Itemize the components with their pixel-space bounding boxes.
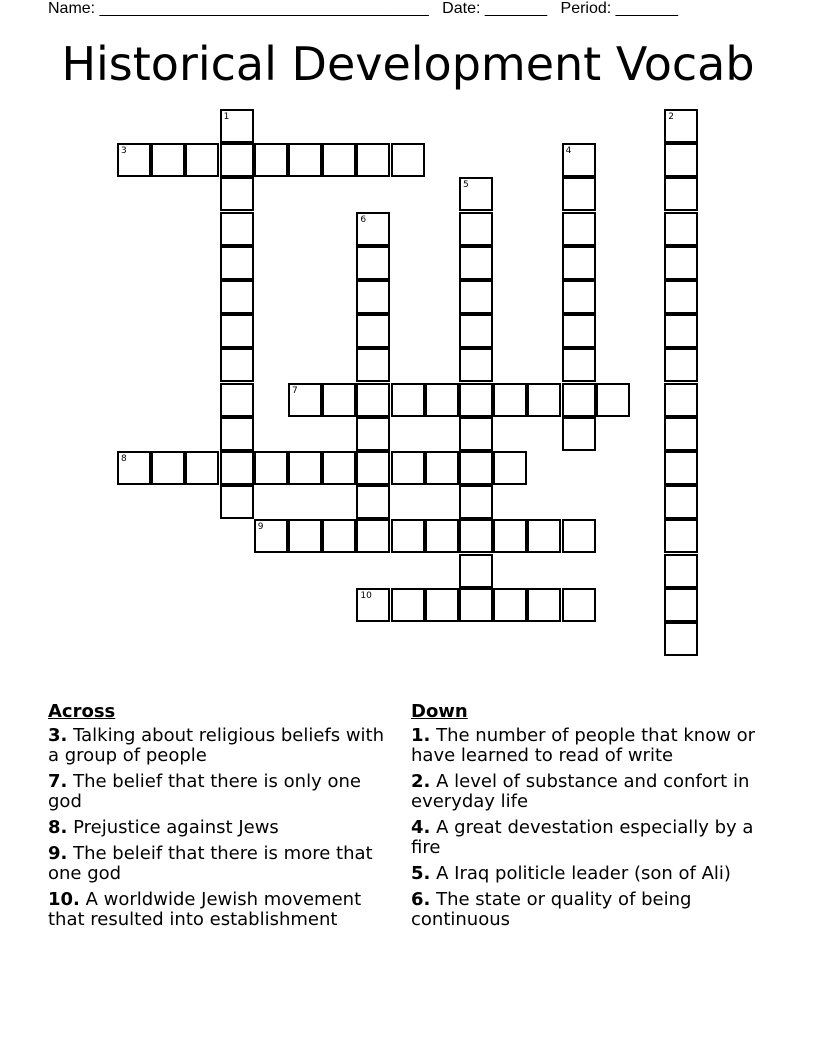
crossword-cell[interactable]	[664, 554, 698, 588]
crossword-cell[interactable]	[425, 451, 459, 485]
crossword-cell[interactable]	[664, 622, 698, 656]
crossword-cell[interactable]	[562, 588, 596, 622]
crossword-cell[interactable]	[220, 143, 254, 177]
clue-text: The beleif that there is more that one god	[48, 843, 373, 884]
crossword-cell[interactable]	[254, 143, 288, 177]
crossword-cell[interactable]	[356, 417, 390, 451]
crossword-cell[interactable]	[391, 451, 425, 485]
name-label: Name:	[48, 0, 96, 17]
crossword-cell[interactable]	[493, 451, 527, 485]
crossword-cell[interactable]	[459, 177, 493, 211]
crossword-cell[interactable]	[425, 383, 459, 417]
crossword-cell[interactable]	[322, 519, 356, 553]
page-title: Historical Development Vocab	[61, 37, 755, 91]
crossword-cell[interactable]	[459, 348, 493, 382]
clue-across-8	[48, 818, 388, 838]
crossword-cell[interactable]	[562, 177, 596, 211]
clue-down-2	[411, 772, 761, 812]
clue-number: 2.	[411, 771, 431, 792]
crossword-cell[interactable]	[664, 383, 698, 417]
crossword-cell[interactable]	[117, 451, 151, 485]
crossword-cell[interactable]	[391, 383, 425, 417]
clue-number: 5.	[411, 863, 431, 884]
crossword-cell[interactable]	[459, 554, 493, 588]
crossword-cell[interactable]	[151, 451, 185, 485]
crossword-cell[interactable]	[220, 485, 254, 519]
crossword-cell[interactable]	[459, 246, 493, 280]
crossword-cell[interactable]	[527, 383, 561, 417]
crossword-cell[interactable]	[562, 383, 596, 417]
crossword-cell[interactable]	[527, 588, 561, 622]
clue-number: 9.	[48, 843, 68, 864]
crossword-cell[interactable]	[322, 143, 356, 177]
clue-number: 6.	[411, 889, 431, 910]
crossword-cell[interactable]	[664, 212, 698, 246]
crossword-cell[interactable]	[356, 348, 390, 382]
crossword-cell[interactable]	[459, 588, 493, 622]
crossword-cell[interactable]	[185, 451, 219, 485]
crossword-cell[interactable]	[562, 143, 596, 177]
crossword-cell[interactable]	[562, 519, 596, 553]
crossword-cell[interactable]	[664, 246, 698, 280]
clue-number: 4.	[411, 817, 431, 838]
across-clues	[48, 702, 388, 936]
crossword-cell[interactable]	[493, 519, 527, 553]
clue-text: A Iraq politicle leader (son of Ali)	[436, 863, 731, 884]
crossword-cell[interactable]	[664, 451, 698, 485]
clue-across-7	[48, 772, 388, 812]
crossword-cell[interactable]	[254, 519, 288, 553]
crossword-cell[interactable]	[220, 177, 254, 211]
crossword-cell[interactable]	[288, 451, 322, 485]
crossword-cell[interactable]	[220, 314, 254, 348]
crossword-cell[interactable]	[459, 519, 493, 553]
crossword-cell[interactable]	[664, 280, 698, 314]
crossword-cell[interactable]	[459, 212, 493, 246]
crossword-cell[interactable]	[220, 212, 254, 246]
clue-text: A worldwide Jewish movement that resulted into establishment	[48, 889, 362, 930]
crossword-cell[interactable]	[322, 451, 356, 485]
crossword-cell[interactable]	[664, 177, 698, 211]
crossword-cell[interactable]	[664, 143, 698, 177]
cell-number: 2	[668, 112, 674, 122]
crossword-cell[interactable]	[356, 588, 390, 622]
crossword-cell[interactable]	[391, 143, 425, 177]
crossword-cell[interactable]	[459, 280, 493, 314]
crossword-cell[interactable]	[493, 588, 527, 622]
crossword-cell[interactable]	[596, 383, 630, 417]
crossword-cell[interactable]	[220, 280, 254, 314]
period-field[interactable]: _______	[615, 0, 678, 17]
clue-text: Prejustice against Jews	[73, 817, 279, 838]
across-heading: Across	[48, 701, 116, 722]
clue-down-5	[411, 864, 761, 884]
crossword-cell[interactable]	[288, 383, 322, 417]
crossword-cell[interactable]	[356, 383, 390, 417]
clue-text: The state or quality of being continuous	[411, 889, 692, 930]
name-field[interactable]: _____________________________________	[99, 0, 429, 17]
clue-number: 8.	[48, 817, 68, 838]
crossword-cell[interactable]	[288, 519, 322, 553]
crossword-cell[interactable]	[151, 143, 185, 177]
date-label: Date:	[442, 0, 481, 17]
crossword-cell[interactable]	[185, 143, 219, 177]
clue-text: Talking about religious beliefs with a group of people	[48, 725, 385, 766]
crossword-cell[interactable]	[391, 519, 425, 553]
crossword-cell[interactable]	[562, 280, 596, 314]
crossword-cell[interactable]	[391, 588, 425, 622]
crossword-cell[interactable]	[562, 348, 596, 382]
crossword-cell[interactable]	[254, 451, 288, 485]
crossword-cell[interactable]	[425, 588, 459, 622]
crossword-cell[interactable]	[220, 348, 254, 382]
cell-number: 8	[121, 454, 127, 464]
crossword-cell[interactable]	[356, 485, 390, 519]
crossword-cell[interactable]	[220, 109, 254, 143]
crossword-cell[interactable]	[356, 519, 390, 553]
crossword-cell[interactable]	[459, 451, 493, 485]
clue-number: 3.	[48, 725, 68, 746]
crossword-cell[interactable]	[493, 383, 527, 417]
cell-number: 7	[292, 385, 298, 396]
period-label: Period:	[560, 0, 612, 17]
crossword-cell[interactable]	[664, 588, 698, 622]
crossword-cell[interactable]	[664, 417, 698, 451]
crossword-cell[interactable]	[220, 417, 254, 451]
crossword-cell[interactable]	[459, 485, 493, 519]
clue-number: 7.	[48, 771, 68, 792]
crossword-cell[interactable]	[220, 383, 254, 417]
crossword-cell[interactable]	[562, 417, 596, 451]
clue-text: A great devestation especially by a fire	[411, 817, 754, 858]
crossword-cell[interactable]	[356, 212, 390, 246]
crossword-cell[interactable]	[562, 246, 596, 280]
down-clues	[411, 702, 761, 936]
crossword-cell[interactable]	[356, 143, 390, 177]
crossword-cell[interactable]	[664, 109, 698, 143]
cell-number: 9	[257, 522, 264, 533]
clue-text: The number of people that know or have learned to read of write	[411, 725, 756, 766]
crossword-cell[interactable]	[459, 417, 493, 451]
clue-down-1	[411, 726, 761, 766]
cell-number: 4	[565, 146, 572, 157]
crossword-cell[interactable]	[664, 485, 698, 519]
crossword-cell[interactable]	[664, 348, 698, 382]
crossword-cell[interactable]	[220, 246, 254, 280]
crossword-cell[interactable]	[356, 314, 390, 348]
crossword-cell[interactable]	[356, 451, 390, 485]
cell-number: 5	[463, 180, 469, 191]
crossword-cell[interactable]	[459, 383, 493, 417]
down-heading: Down	[411, 701, 468, 722]
crossword-cell[interactable]	[527, 519, 561, 553]
crossword-cell[interactable]	[425, 519, 459, 553]
crossword-cell[interactable]	[220, 451, 254, 485]
crossword-cell[interactable]	[117, 143, 151, 177]
clue-text: The belief that there is only one god	[48, 771, 361, 812]
clue-down-4	[411, 818, 761, 858]
cell-number: 3	[121, 146, 127, 157]
cell-number: 1	[223, 112, 230, 122]
clue-down-6	[411, 890, 761, 930]
crossword-cell[interactable]	[356, 280, 390, 314]
crossword-cell[interactable]	[459, 314, 493, 348]
crossword-cell[interactable]	[664, 314, 698, 348]
crossword-cell[interactable]	[322, 383, 356, 417]
clue-across-3	[48, 726, 388, 766]
clue-across-10	[48, 890, 388, 930]
crossword-cell[interactable]	[562, 212, 596, 246]
clue-across-9	[48, 844, 388, 884]
cell-number: 10	[360, 590, 372, 601]
clue-number: 1.	[411, 725, 431, 746]
date-field[interactable]: _______	[484, 0, 548, 17]
crossword-cell[interactable]	[288, 143, 322, 177]
clue-number: 10.	[48, 889, 80, 910]
clue-text: A level of substance and confort in everyday life	[411, 771, 750, 812]
crossword-cell[interactable]	[664, 519, 698, 553]
crossword-cell[interactable]	[562, 314, 596, 348]
crossword-cell[interactable]	[356, 246, 390, 280]
cell-number: 6	[360, 214, 367, 225]
